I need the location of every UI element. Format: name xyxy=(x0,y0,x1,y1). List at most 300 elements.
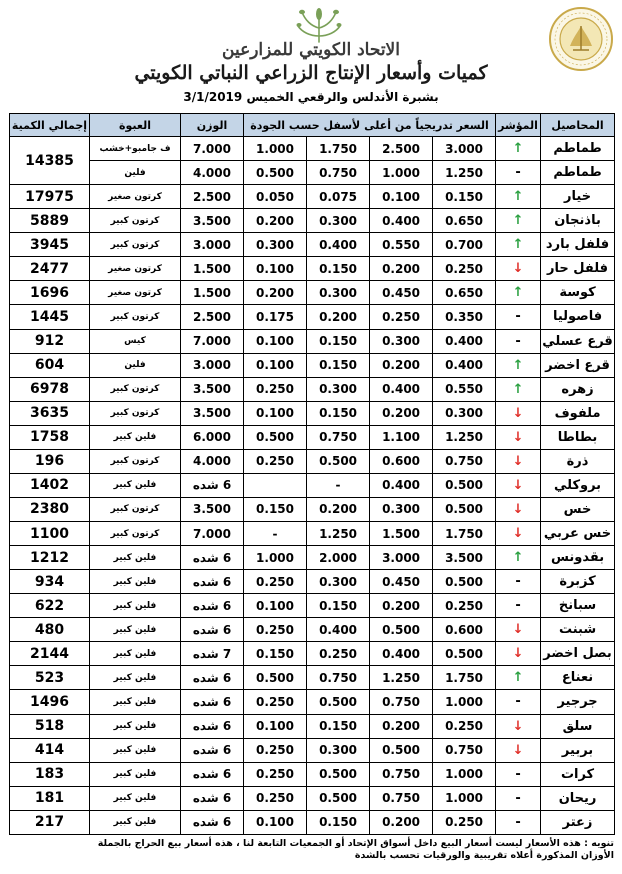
weight-cell: 3.500 xyxy=(181,209,244,233)
table-row xyxy=(10,714,615,738)
total-quantity: 523 xyxy=(10,666,90,690)
table-row xyxy=(10,570,615,594)
table-row xyxy=(10,497,615,521)
package-cell: كرتون صغير xyxy=(90,281,181,305)
package-cell: فلين كبير xyxy=(90,786,181,810)
weight-cell: 6 شده xyxy=(181,810,244,834)
price-cell: 1.750 xyxy=(433,666,496,690)
weight-cell: 6 شده xyxy=(181,738,244,762)
dash-icon: - xyxy=(496,594,541,618)
total-quantity: 3635 xyxy=(10,401,90,425)
price-cell: 0.150 xyxy=(307,257,370,281)
crop-name: خس عربي xyxy=(541,522,615,546)
price-cell: 0.750 xyxy=(370,690,433,714)
footer-note xyxy=(8,838,614,862)
package-cell: كرتون صغير xyxy=(90,257,181,281)
price-cell: 0.400 xyxy=(370,209,433,233)
crop-name: كوسة xyxy=(541,281,615,305)
table-row xyxy=(10,449,615,473)
table-row xyxy=(10,762,615,786)
total-quantity: 1212 xyxy=(10,546,90,570)
total-quantity: 1758 xyxy=(10,425,90,449)
arrow-down-icon: ↓ xyxy=(496,257,541,281)
table-row xyxy=(10,690,615,714)
package-cell: كرتون كبير xyxy=(90,497,181,521)
price-cell: 0.400 xyxy=(307,618,370,642)
weight-cell: 6 شده xyxy=(181,666,244,690)
table-row xyxy=(10,425,615,449)
arrow-down-icon: ↓ xyxy=(496,714,541,738)
price-cell: 0.100 xyxy=(244,714,307,738)
arrow-up-icon: ↑ xyxy=(496,233,541,257)
price-cell: 0.200 xyxy=(370,257,433,281)
floral-ornament-icon xyxy=(296,6,342,44)
weight-cell: 6 شده xyxy=(181,690,244,714)
table-row xyxy=(10,594,615,618)
weight-cell: 3.500 xyxy=(181,377,244,401)
price-cell: 0.300 xyxy=(307,377,370,401)
package-cell: كرتون كبير xyxy=(90,209,181,233)
price-cell: 1.750 xyxy=(307,137,370,161)
column-header-total: إجمالي الكمية xyxy=(10,114,90,137)
package-cell: كيس xyxy=(90,329,181,353)
price-cell: 0.300 xyxy=(307,570,370,594)
package-cell: كرتون كبير xyxy=(90,233,181,257)
weight-cell: 1.500 xyxy=(181,257,244,281)
price-cell: 0.300 xyxy=(244,233,307,257)
price-cell: 0.400 xyxy=(433,353,496,377)
dash-icon: - xyxy=(496,329,541,353)
package-cell: فلين كبير xyxy=(90,666,181,690)
weight-cell: 4.000 xyxy=(181,449,244,473)
total-quantity: 14385 xyxy=(10,137,90,185)
price-cell: 0.650 xyxy=(433,281,496,305)
crop-name: طماطم xyxy=(541,161,615,185)
crop-name: فلفل حار xyxy=(541,257,615,281)
price-cell: 2.500 xyxy=(370,137,433,161)
price-cell: 0.100 xyxy=(244,353,307,377)
price-table xyxy=(9,113,615,835)
package-cell: كرتون كبير xyxy=(90,377,181,401)
column-header-price: السعر تدريجياً من أعلى لأسفل حسب الجودة xyxy=(244,114,496,137)
crop-name: سبانخ xyxy=(541,594,615,618)
package-cell: كرتون صغير xyxy=(90,185,181,209)
price-cell: 0.550 xyxy=(370,233,433,257)
price-cell: 1.000 xyxy=(433,690,496,714)
price-cell: 0.500 xyxy=(307,762,370,786)
table-row xyxy=(10,618,615,642)
weight-cell: 6 شده xyxy=(181,570,244,594)
price-cell: 0.200 xyxy=(307,305,370,329)
table-row xyxy=(10,137,615,161)
total-quantity: 17975 xyxy=(10,185,90,209)
price-cell: 0.500 xyxy=(244,161,307,185)
arrow-down-icon: ↓ xyxy=(496,618,541,642)
weight-cell: 7.000 xyxy=(181,522,244,546)
price-cell: 0.450 xyxy=(370,281,433,305)
column-header-crop: المحاصيل xyxy=(541,114,615,137)
crop-name: نعناع xyxy=(541,666,615,690)
price-cell: 3.000 xyxy=(370,546,433,570)
price-cell: 0.150 xyxy=(307,810,370,834)
price-cell: 0.550 xyxy=(433,377,496,401)
weight-cell: 6 شده xyxy=(181,473,244,497)
price-cell: 0.700 xyxy=(433,233,496,257)
weight-cell: 3.000 xyxy=(181,233,244,257)
price-cell: 1.500 xyxy=(370,522,433,546)
package-cell: كرتون كبير xyxy=(90,305,181,329)
package-cell: ف جامبو+خشب xyxy=(90,137,181,161)
crop-name: بقدونس xyxy=(541,546,615,570)
price-cell: 0.250 xyxy=(370,305,433,329)
total-quantity: 181 xyxy=(10,786,90,810)
price-cell: 0.750 xyxy=(433,449,496,473)
price-cell: 0.150 xyxy=(244,497,307,521)
price-cell: 0.500 xyxy=(307,449,370,473)
crop-name: زعتر xyxy=(541,810,615,834)
price-cell: 1.250 xyxy=(307,522,370,546)
crop-name: كرات xyxy=(541,762,615,786)
weight-cell: 3.500 xyxy=(181,497,244,521)
total-quantity: 414 xyxy=(10,738,90,762)
price-cell: 0.250 xyxy=(244,690,307,714)
price-cell: 0.750 xyxy=(307,161,370,185)
price-cell: 0.750 xyxy=(307,666,370,690)
price-cell: 0.200 xyxy=(244,281,307,305)
dash-icon: - xyxy=(496,570,541,594)
package-cell: فلين كبير xyxy=(90,594,181,618)
price-cell: 0.250 xyxy=(433,714,496,738)
price-cell: 0.200 xyxy=(370,401,433,425)
table-row xyxy=(10,353,615,377)
price-cell: 1.100 xyxy=(370,425,433,449)
table-row xyxy=(10,666,615,690)
price-cell: 0.750 xyxy=(370,762,433,786)
arrow-up-icon: ↑ xyxy=(496,666,541,690)
total-quantity: 2144 xyxy=(10,642,90,666)
price-cell: 1.250 xyxy=(433,161,496,185)
table-row xyxy=(10,546,615,570)
total-quantity: 196 xyxy=(10,449,90,473)
price-cell: 1.000 xyxy=(244,137,307,161)
dash-icon: - xyxy=(496,305,541,329)
table-row xyxy=(10,257,615,281)
package-cell: فلين كبير xyxy=(90,714,181,738)
total-quantity: 2380 xyxy=(10,497,90,521)
price-cell: 1.250 xyxy=(370,666,433,690)
price-cell: 0.350 xyxy=(433,305,496,329)
price-cell: 1.000 xyxy=(370,161,433,185)
crop-name: بربير xyxy=(541,738,615,762)
arrow-up-icon: ↑ xyxy=(496,546,541,570)
price-cell: 0.100 xyxy=(244,401,307,425)
weight-cell: 3.500 xyxy=(181,401,244,425)
table-row xyxy=(10,281,615,305)
price-cell: 0.250 xyxy=(307,642,370,666)
price-cell: 0.400 xyxy=(433,329,496,353)
price-cell: 0.500 xyxy=(244,666,307,690)
package-cell: فلين xyxy=(90,161,181,185)
weight-cell: 6 شده xyxy=(181,546,244,570)
price-cell: 0.100 xyxy=(244,257,307,281)
arrow-up-icon: ↑ xyxy=(496,185,541,209)
package-cell: فلين كبير xyxy=(90,425,181,449)
price-cell: 0.500 xyxy=(370,618,433,642)
price-cell: 3.000 xyxy=(433,137,496,161)
total-quantity: 5889 xyxy=(10,209,90,233)
price-cell: 1.000 xyxy=(244,546,307,570)
price-cell: 0.650 xyxy=(433,209,496,233)
crop-name: خيار xyxy=(541,185,615,209)
crop-name: كزبرة xyxy=(541,570,615,594)
price-cell: 0.500 xyxy=(433,642,496,666)
table-row xyxy=(10,401,615,425)
crop-name: ذرة xyxy=(541,449,615,473)
crop-name: سلق xyxy=(541,714,615,738)
footer-note-line-1: تنويه : هذه الأسعار ليست أسعار البيع داخل أسواق الإتحاد أو الجمعيات التابعة لنا ، هذه أسعار بيع الحراج بالجملة xyxy=(97,838,614,849)
arrow-down-icon: ↓ xyxy=(496,449,541,473)
price-cell: 0.750 xyxy=(433,738,496,762)
total-quantity: 912 xyxy=(10,329,90,353)
table-row xyxy=(10,642,615,666)
price-cell: 1.750 xyxy=(433,522,496,546)
price-cell: 0.050 xyxy=(244,185,307,209)
weight-cell: 1.500 xyxy=(181,281,244,305)
total-quantity: 6978 xyxy=(10,377,90,401)
arrow-up-icon: ↑ xyxy=(496,137,541,161)
table-header-row xyxy=(10,114,615,137)
price-cell: 0.250 xyxy=(244,570,307,594)
arrow-down-icon: ↓ xyxy=(496,522,541,546)
price-cell: 0.500 xyxy=(307,786,370,810)
arrow-down-icon: ↓ xyxy=(496,642,541,666)
table-row xyxy=(10,473,615,497)
price-cell: 0.500 xyxy=(433,473,496,497)
package-cell: فلين كبير xyxy=(90,618,181,642)
weight-cell: 6 شده xyxy=(181,786,244,810)
price-cell: 0.100 xyxy=(244,594,307,618)
price-cell: 0.300 xyxy=(307,738,370,762)
price-cell: 0.250 xyxy=(433,594,496,618)
crop-name: طماطم xyxy=(541,137,615,161)
total-quantity: 934 xyxy=(10,570,90,594)
price-cell: 0.300 xyxy=(370,329,433,353)
price-cell: - xyxy=(244,522,307,546)
package-cell: فلين كبير xyxy=(90,570,181,594)
price-cell: 0.750 xyxy=(370,786,433,810)
price-cell: 2.000 xyxy=(307,546,370,570)
weight-cell: 6 شده xyxy=(181,618,244,642)
price-cell: 0.400 xyxy=(370,642,433,666)
price-cell: 0.300 xyxy=(370,497,433,521)
weight-cell: 6 شده xyxy=(181,762,244,786)
package-cell: كرتون كبير xyxy=(90,522,181,546)
price-cell: 0.200 xyxy=(307,497,370,521)
dash-icon: - xyxy=(496,786,541,810)
price-cell: 0.750 xyxy=(307,425,370,449)
price-cell: 0.250 xyxy=(244,618,307,642)
price-cell: 0.500 xyxy=(370,738,433,762)
weight-cell: 6.000 xyxy=(181,425,244,449)
total-quantity: 1445 xyxy=(10,305,90,329)
price-cell: 0.175 xyxy=(244,305,307,329)
crop-name: قرع اخضر xyxy=(541,353,615,377)
dash-icon: - xyxy=(496,762,541,786)
total-quantity: 518 xyxy=(10,714,90,738)
weight-cell: 6 شده xyxy=(181,714,244,738)
column-header-indicator: المؤشر xyxy=(496,114,541,137)
package-cell: فلين كبير xyxy=(90,546,181,570)
price-cell: 0.150 xyxy=(307,353,370,377)
union-name: الاتحاد الكويتي للمزارعين xyxy=(222,40,400,60)
price-cell: 0.450 xyxy=(370,570,433,594)
price-cell: 0.250 xyxy=(244,738,307,762)
table-row xyxy=(10,161,615,185)
package-cell: كرتون كبير xyxy=(90,401,181,425)
weight-cell: 4.000 xyxy=(181,161,244,185)
total-quantity: 622 xyxy=(10,594,90,618)
price-cell: 0.150 xyxy=(307,401,370,425)
table-row xyxy=(10,185,615,209)
price-cell: 3.500 xyxy=(433,546,496,570)
crop-name: فلفل بارد xyxy=(541,233,615,257)
price-cell: 0.500 xyxy=(307,690,370,714)
table-row xyxy=(10,305,615,329)
arrow-up-icon: ↑ xyxy=(496,209,541,233)
arrow-up-icon: ↑ xyxy=(496,281,541,305)
price-cell: 0.600 xyxy=(370,449,433,473)
table-row xyxy=(10,377,615,401)
crop-name: خس xyxy=(541,497,615,521)
price-cell: 0.600 xyxy=(433,618,496,642)
table-body xyxy=(10,137,615,835)
page-title: كميات وأسعار الإنتاج الزراعي النباتي الكويتي xyxy=(134,62,488,84)
arrow-up-icon: ↑ xyxy=(496,377,541,401)
price-cell: 0.200 xyxy=(370,810,433,834)
price-cell: 0.075 xyxy=(307,185,370,209)
crop-name: باذنجان xyxy=(541,209,615,233)
weight-cell: 6 شده xyxy=(181,594,244,618)
price-cell: 1.250 xyxy=(433,425,496,449)
crop-name: ملفوف xyxy=(541,401,615,425)
price-cell: 0.300 xyxy=(433,401,496,425)
price-cell: 0.150 xyxy=(307,714,370,738)
crop-name: قرع عسلي xyxy=(541,329,615,353)
total-quantity: 1496 xyxy=(10,690,90,714)
crop-name: فاصوليا xyxy=(541,305,615,329)
total-quantity: 480 xyxy=(10,618,90,642)
arrow-down-icon: ↓ xyxy=(496,473,541,497)
price-cell: 0.200 xyxy=(244,209,307,233)
report-header xyxy=(0,0,622,112)
price-cell: 0.150 xyxy=(307,594,370,618)
weight-cell: 7.000 xyxy=(181,329,244,353)
dash-icon: - xyxy=(496,690,541,714)
price-cell: 0.300 xyxy=(307,209,370,233)
report-subtitle: بشبرة الأندلس والرقعي الخميس 3/1/2019 xyxy=(183,90,439,104)
table-row xyxy=(10,810,615,834)
crop-name: بصل اخضر xyxy=(541,642,615,666)
footer-note-line-2: الأوزان المذكورة أعلاه تقريبية والورقيات تحسب بالشدة xyxy=(354,850,614,861)
total-quantity: 1696 xyxy=(10,281,90,305)
price-cell: 0.500 xyxy=(433,497,496,521)
arrow-down-icon: ↓ xyxy=(496,425,541,449)
arrow-down-icon: ↓ xyxy=(496,401,541,425)
dash-icon: - xyxy=(496,810,541,834)
table-row xyxy=(10,233,615,257)
crop-name: ريحان xyxy=(541,786,615,810)
price-cell: 0.150 xyxy=(244,642,307,666)
price-cell: 0.500 xyxy=(244,425,307,449)
price-cell: - xyxy=(307,473,370,497)
price-cell: 0.100 xyxy=(370,185,433,209)
price-cell: 0.200 xyxy=(370,714,433,738)
total-quantity: 1100 xyxy=(10,522,90,546)
total-quantity: 1402 xyxy=(10,473,90,497)
price-cell: 0.200 xyxy=(370,353,433,377)
price-cell: 0.400 xyxy=(307,233,370,257)
table-row xyxy=(10,329,615,353)
package-cell: فلين xyxy=(90,353,181,377)
price-cell: 0.250 xyxy=(244,762,307,786)
package-cell: فلين كبير xyxy=(90,642,181,666)
price-cell: 0.250 xyxy=(433,257,496,281)
arrow-down-icon: ↓ xyxy=(496,738,541,762)
package-cell: فلين كبير xyxy=(90,762,181,786)
column-header-weight: الوزن xyxy=(181,114,244,137)
price-cell: 1.000 xyxy=(433,786,496,810)
price-cell: 0.250 xyxy=(244,786,307,810)
price-cell xyxy=(244,473,307,497)
crop-name: شبنت xyxy=(541,618,615,642)
table-row xyxy=(10,522,615,546)
price-cell: 0.250 xyxy=(433,810,496,834)
price-cell: 0.200 xyxy=(370,594,433,618)
weight-cell: 2.500 xyxy=(181,305,244,329)
price-cell: 0.400 xyxy=(370,473,433,497)
crop-name: بطاطا xyxy=(541,425,615,449)
package-cell: فلين كبير xyxy=(90,810,181,834)
package-cell: كرتون كبير xyxy=(90,449,181,473)
price-cell: 0.100 xyxy=(244,810,307,834)
total-quantity: 604 xyxy=(10,353,90,377)
price-cell: 0.100 xyxy=(244,329,307,353)
package-cell: فلين كبير xyxy=(90,738,181,762)
price-cell: 1.000 xyxy=(433,762,496,786)
package-cell: فلين كبير xyxy=(90,473,181,497)
total-quantity: 217 xyxy=(10,810,90,834)
price-cell: 0.250 xyxy=(244,377,307,401)
price-cell: 0.400 xyxy=(370,377,433,401)
weight-cell: 7.000 xyxy=(181,137,244,161)
price-cell: 0.150 xyxy=(307,329,370,353)
package-cell: فلين كبير xyxy=(90,690,181,714)
price-cell: 0.150 xyxy=(433,185,496,209)
price-cell: 0.500 xyxy=(433,570,496,594)
table-row xyxy=(10,738,615,762)
arrow-up-icon: ↑ xyxy=(496,353,541,377)
price-cell: 0.250 xyxy=(244,449,307,473)
price-cell: 0.300 xyxy=(307,281,370,305)
total-quantity: 183 xyxy=(10,762,90,786)
crop-name: زهره xyxy=(541,377,615,401)
crop-name: بروكلي xyxy=(541,473,615,497)
total-quantity: 3945 xyxy=(10,233,90,257)
weight-cell: 2.500 xyxy=(181,185,244,209)
weight-cell: 7 شده xyxy=(181,642,244,666)
crop-name: جرجير xyxy=(541,690,615,714)
table-row xyxy=(10,786,615,810)
